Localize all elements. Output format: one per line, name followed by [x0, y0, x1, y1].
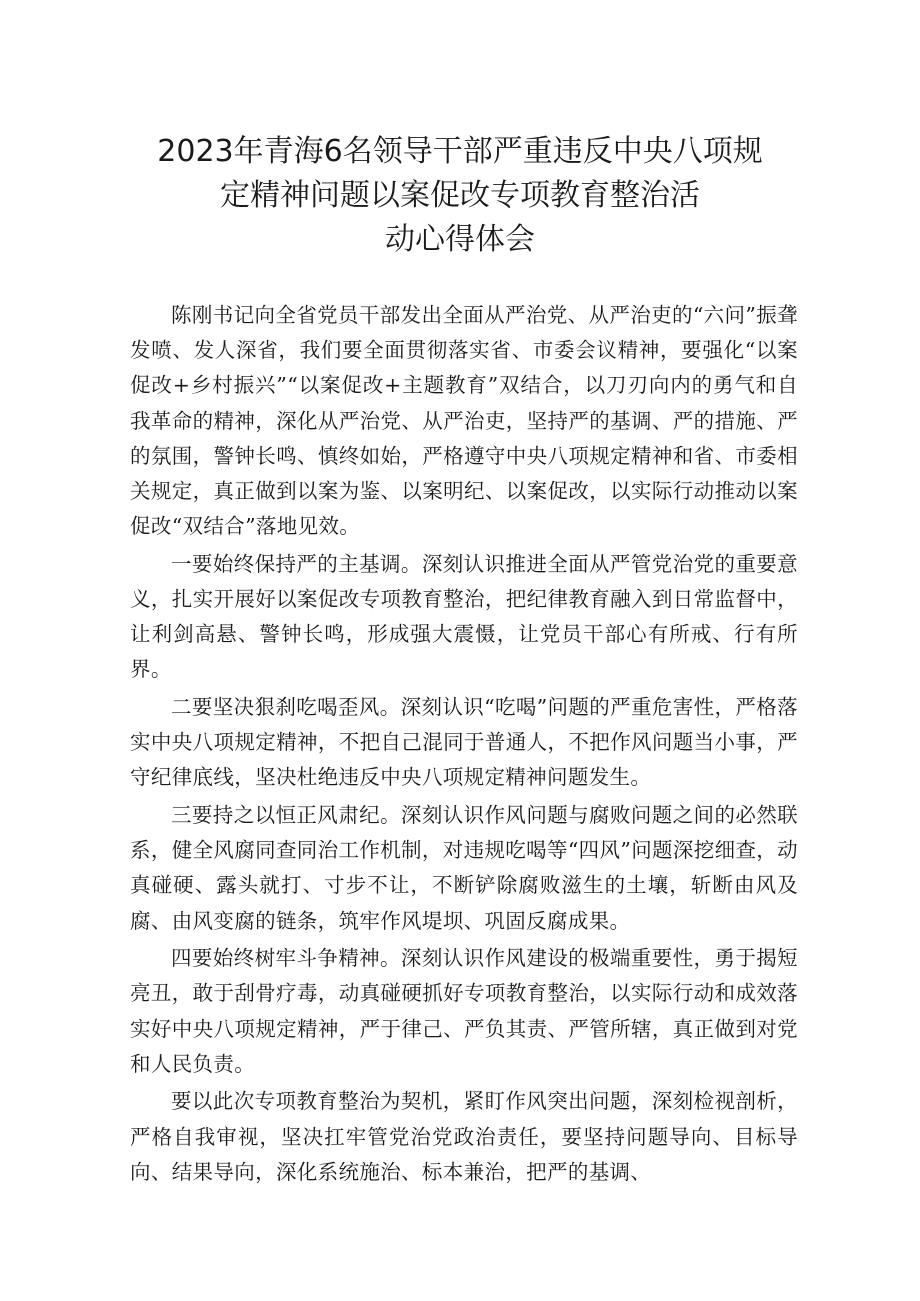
document-title [120, 130, 800, 262]
title-line: 定精神问题以案促改专项教育整治活 [220, 178, 700, 213]
body-paragraph: 陈刚书记向全省党员干部发出全面从严治党、从严治吏的“六问”振聋发喷、发人深省，我们要全面贯彻落实省、市委会议精神，要强化“以案促改+乡村振兴”“以案促改+主题教育”双结合，以刀刃向内的勇气和自我革命的精神，深化从严治党、从严治吏，坚持严的基调、严的措施、严的氛围，警钟长鸣、慎终如始，严格遵守中央八项规定精神和省、市委相关规定，真正做到以案为鉴、以案明纪、以案促改，以实际行动推动以案促改“双结合”落地见效。 [130, 303, 798, 539]
body-paragraph: 三要持之以恒正风肃纪。深刻认识作风问题与腐败问题之间的必然联系，健全风腐同查同治工作机制，对违规吃喝等“四风”问题深挖细查，动真碰硬、露头就打、寸步不让，不断铲除腐败滋生的土壤，斩断由风及腐、由风变腐的链条，筑牢作风堤坝、巩固反腐成果。 [130, 803, 799, 933]
title-line: 动心得体会 [385, 222, 535, 257]
body-paragraph: 四要始终树牢斗争精神。深刻认识作风建设的极端重要性，勇于揭短亮丑，敢于刮骨疗毒，动真碰硬抓好专项教育整治，以实际行动和成效落实好中央八项规定精神，严于律己、严负其责、严管所辖，真正做到对党和人民负责。 [130, 946, 798, 1076]
title-line: 2023年青海6名领导干部严重违反中央八项规 [157, 134, 763, 169]
body-paragraph: 一要始终保持严的主基调。深刻认识推进全面从严管党治党的重要意义，扎实开展好以案促改专项教育整治，把纪律教育融入到日常监督中，让利剑高悬、警钟长鸣，形成强大震慑，让党员干部心有所戒、行有所界。 [130, 551, 798, 682]
body-paragraph: 二要坚决狠刹吃喝歪风。深刻认识“吃喝”问题的严重危害性，严格落实中央八项规定精神，不把自己混同于普通人，不把作风问题当小事，严守纪律底线，坚决杜绝违反中央八项规定精神问题发生。 [130, 695, 798, 790]
document-body [130, 298, 798, 1192]
body-paragraph: 要以此次专项教育整治为契机，紧盯作风突出问题，深刻检视剖析，严格自我审视，坚决扛牢管党治党政治责任，要坚持问题导向、目标导向、结果导向，深化系统施治、标本兼治，把严的基调、 [130, 1089, 798, 1184]
